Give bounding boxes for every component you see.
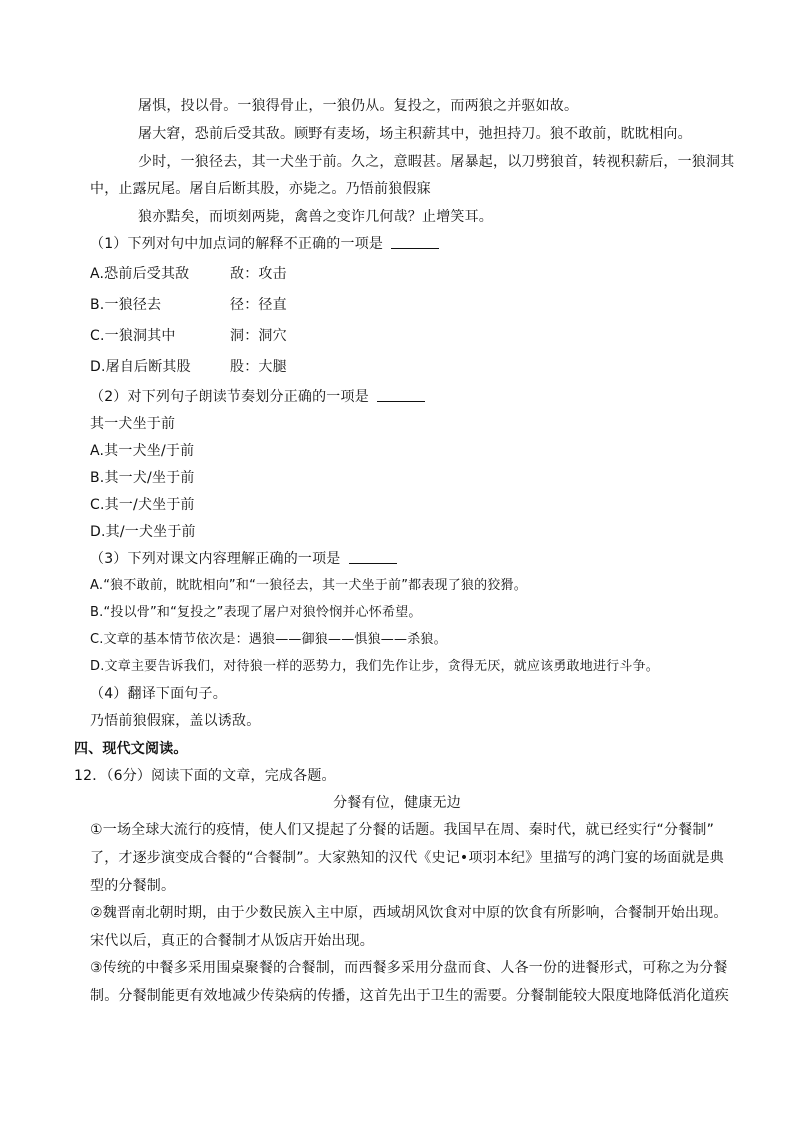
article-paragraph-1-line-2: 了，才逐步演变成合餐的“合餐制”。大家熟知的汉代《史记•项羽本纪》里描写的鸿门宴的场面就是典 <box>90 850 724 866</box>
question-3-option-d: D.文章主要告诉我们，对待狼一样的恶势力，我们先作让步，贪得无厌，就应该勇敢地进行斗争。 <box>90 659 659 674</box>
question-3-option-a: A.“狼不敢前，眈眈相向”和“一狼径去，其一犬坐于前”都表现了狼的狡猾。 <box>90 578 527 593</box>
question-4-sentence: 乃悟前狼假寐，盖以诱敌。 <box>90 713 261 729</box>
passage-paragraph-4: 狼亦黠矣，而顷刻两毙，禽兽之变诈几何哉？止增笑耳。 <box>138 209 493 225</box>
article-paragraph-3-line-2: 制。分餐制能更有效地减少传染病的传播，这首先出于卫生的需要。分餐制能较大限度地降低消化道疾 <box>90 988 729 1004</box>
question-2-stem-text: （2）对下列句子朗读节奏划分正确的一项是 <box>90 389 369 405</box>
question-2-option-d: D.其/一犬坐于前 <box>90 524 196 540</box>
question-2-stem <box>90 388 425 406</box>
question-1-stem <box>90 235 439 253</box>
answer-blank <box>391 236 439 249</box>
option-definition: 股：大腿 <box>230 359 287 375</box>
article-paragraph-1-line-1: ①一场全球大流行的疫情，使人们又提起了分餐的话题。我国早在周、秦时代，就已经实行“分餐制” <box>90 822 715 838</box>
question-12-intro: 12．（6分）阅读下面的文章，完成各题。 <box>74 768 336 784</box>
option-label: C.一狼洞其中 <box>90 328 176 344</box>
question-3-option-b: B.“投以骨”和“复投之”表现了屠户对狼怜悯并心怀希望。 <box>90 605 422 620</box>
article-paragraph-2-line-2: 宋代以后，真正的合餐制才从饭店开始出现。 <box>90 933 374 949</box>
question-2-sentence: 其一犬坐于前 <box>90 416 176 432</box>
question-1-option-a <box>90 265 390 283</box>
passage-paragraph-3-line-2: 中，止露尻尾。屠自后断其股，亦毙之。乃悟前狼假寐 <box>90 181 431 197</box>
question-3-option-c: C.文章的基本情节依次是：遇狼——御狼——惧狼——杀狼。 <box>90 632 447 647</box>
option-definition: 敌：攻击 <box>230 266 287 282</box>
option-definition: 径：径直 <box>230 297 287 313</box>
passage-paragraph-3-line-1: 少时，一狼径去，其一犬坐于前。久之，意暇甚。屠暴起，以刀劈狼首，转视积薪后，一狼洞其 <box>138 154 735 170</box>
option-definition: 洞：洞穴 <box>230 328 287 344</box>
option-label: B.一狼径去 <box>90 297 162 313</box>
article-title: 分餐有位，健康无边 <box>333 795 461 811</box>
question-1-option-b <box>90 296 390 314</box>
option-label: D.屠自后断其股 <box>90 359 191 375</box>
question-1-option-d <box>90 358 390 376</box>
passage-paragraph-1: 屠惧，投以骨。一狼得骨止，一狼仍从。复投之，而两狼之并驱如故。 <box>138 98 579 114</box>
passage-paragraph-2: 屠大窘，恐前后受其敌。顾野有麦场，场主积薪其中，弛担持刀。狼不敢前，眈眈相向。 <box>138 126 692 142</box>
question-2-option-a: A.其一犬坐/于前 <box>90 443 195 459</box>
question-2-option-b: B.其一犬/坐于前 <box>90 470 195 486</box>
answer-blank <box>349 551 397 564</box>
question-3-stem <box>90 550 397 568</box>
question-1-stem-text: （1）下列对句中加点词的解释不正确的一项是 <box>90 236 384 252</box>
article-paragraph-2-line-1: ②魏晋南北朝时期，由于少数民族入主中原，西域胡风饮食对中原的饮食有所影响，合餐制开始出现。 <box>90 905 728 921</box>
answer-blank <box>377 389 425 402</box>
question-3-stem-text: （3）下列对课文内容理解正确的一项是 <box>90 551 341 567</box>
question-1-option-c <box>90 327 390 345</box>
question-4-stem: （4）翻译下面句子。 <box>90 686 227 702</box>
section-heading: 四、现代文阅读。 <box>74 741 188 757</box>
option-label: A.恐前后受其敌 <box>90 266 190 282</box>
article-paragraph-3-line-1: ③传统的中餐多采用围桌聚餐的合餐制，而西餐多采用分盘而食、人各一份的进餐形式，可称之为分餐 <box>90 960 728 976</box>
article-paragraph-1-line-3: 型的分餐制。 <box>90 878 176 894</box>
question-2-option-c: C.其一/犬坐于前 <box>90 497 195 513</box>
